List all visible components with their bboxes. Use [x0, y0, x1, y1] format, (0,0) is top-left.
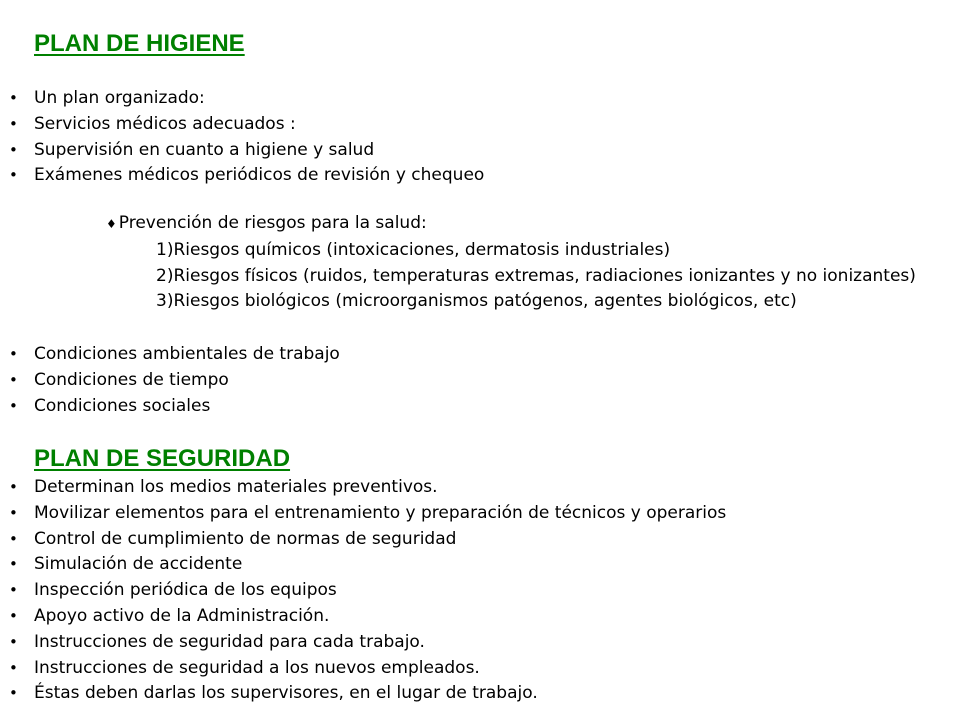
- list-item-text: Movilizar elementos para el entrenamiento y preparación de técnicos y operarios: [34, 502, 727, 523]
- bullet-dot-icon: •: [9, 140, 18, 159]
- hygiene-plan-title: PLAN DE HIGIENE: [34, 30, 245, 57]
- bullet-dot-icon: •: [9, 555, 18, 574]
- bullet-dot-icon: •: [9, 396, 18, 415]
- list-item: [0, 578, 726, 604]
- list-item-text: Supervisión en cuanto a higiene y salud: [34, 139, 375, 160]
- risk-list: [106, 238, 916, 315]
- bullet-dot-icon: •: [9, 370, 18, 389]
- list-item: [0, 681, 726, 707]
- list-item-text: Apoyo activo de la Administración.: [34, 605, 330, 626]
- bullet-dot-icon: •: [9, 632, 18, 651]
- list-item: 1)Riesgos químicos (intoxicaciones, dermatosis industriales): [156, 239, 671, 260]
- prevention-label: Prevención de riesgos para la salud:: [118, 213, 427, 233]
- list-item-text: Condiciones sociales: [34, 395, 211, 416]
- list-item: [0, 394, 340, 420]
- list-item: [0, 112, 484, 138]
- bullet-dot-icon: •: [9, 114, 18, 133]
- list-item: [0, 552, 726, 578]
- safety-list: [0, 475, 726, 707]
- list-item-text: Exámenes médicos periódicos de revisión y chequeo: [34, 165, 485, 186]
- list-item-text: Condiciones de tiempo: [34, 369, 229, 390]
- bullet-dot-icon: •: [9, 345, 18, 363]
- list-item: [0, 630, 726, 656]
- bullet-dot-icon: •: [9, 89, 18, 107]
- bullet-dot-icon: •: [9, 529, 18, 548]
- list-item: [0, 656, 726, 682]
- list-item: [0, 86, 484, 112]
- list-item-text: Determinan los medios materiales preventivos.: [34, 477, 438, 497]
- bullet-dot-icon: •: [9, 478, 18, 496]
- list-item-text: Instrucciones de seguridad para cada trabajo.: [34, 631, 425, 652]
- safety-plan-title: PLAN DE SEGURIDAD: [34, 445, 291, 472]
- list-item-text: Condiciones ambientales de trabajo: [34, 344, 340, 364]
- list-item: [0, 163, 484, 189]
- list-item: [0, 138, 484, 164]
- list-item: [0, 604, 726, 630]
- list-item-text: Simulación de accidente: [34, 554, 243, 575]
- bullet-dot-icon: •: [9, 658, 18, 677]
- list-item: [0, 527, 726, 553]
- list-item: 3)Riesgos biológicos (microorganismos patógenos, agentes biológicos, etc): [156, 291, 797, 312]
- list-item: [0, 342, 340, 368]
- bullet-dot-icon: •: [9, 166, 18, 185]
- list-item-text: Éstas deben darlas los supervisores, en el lugar de trabajo.: [34, 683, 538, 704]
- list-item-text: Instrucciones de seguridad a los nuevos empleados.: [34, 657, 480, 678]
- hygiene-conditions-list: [0, 342, 340, 419]
- list-item-text: Control de cumplimiento de normas de seguridad: [34, 528, 457, 549]
- list-item: [0, 368, 340, 394]
- hygiene-list: [0, 86, 484, 189]
- list-item-text: Servicios médicos adecuados :: [34, 113, 296, 134]
- bullet-dot-icon: •: [9, 581, 18, 600]
- bullet-dot-icon: •: [9, 684, 18, 703]
- list-item-text: Un plan organizado:: [34, 88, 205, 108]
- list-item-text: Inspección periódica de los equipos: [34, 580, 337, 601]
- prevention-heading: [106, 211, 916, 238]
- list-item: [0, 501, 726, 527]
- list-item: [0, 475, 726, 501]
- prevention-block: [106, 211, 916, 315]
- diamond-bullet-icon: ♦: [106, 217, 117, 231]
- list-item: 2)Riesgos físicos (ruidos, temperaturas extremas, radiaciones ionizantes y no ionizantes): [156, 265, 916, 286]
- bullet-dot-icon: •: [9, 606, 18, 625]
- bullet-dot-icon: •: [9, 503, 18, 522]
